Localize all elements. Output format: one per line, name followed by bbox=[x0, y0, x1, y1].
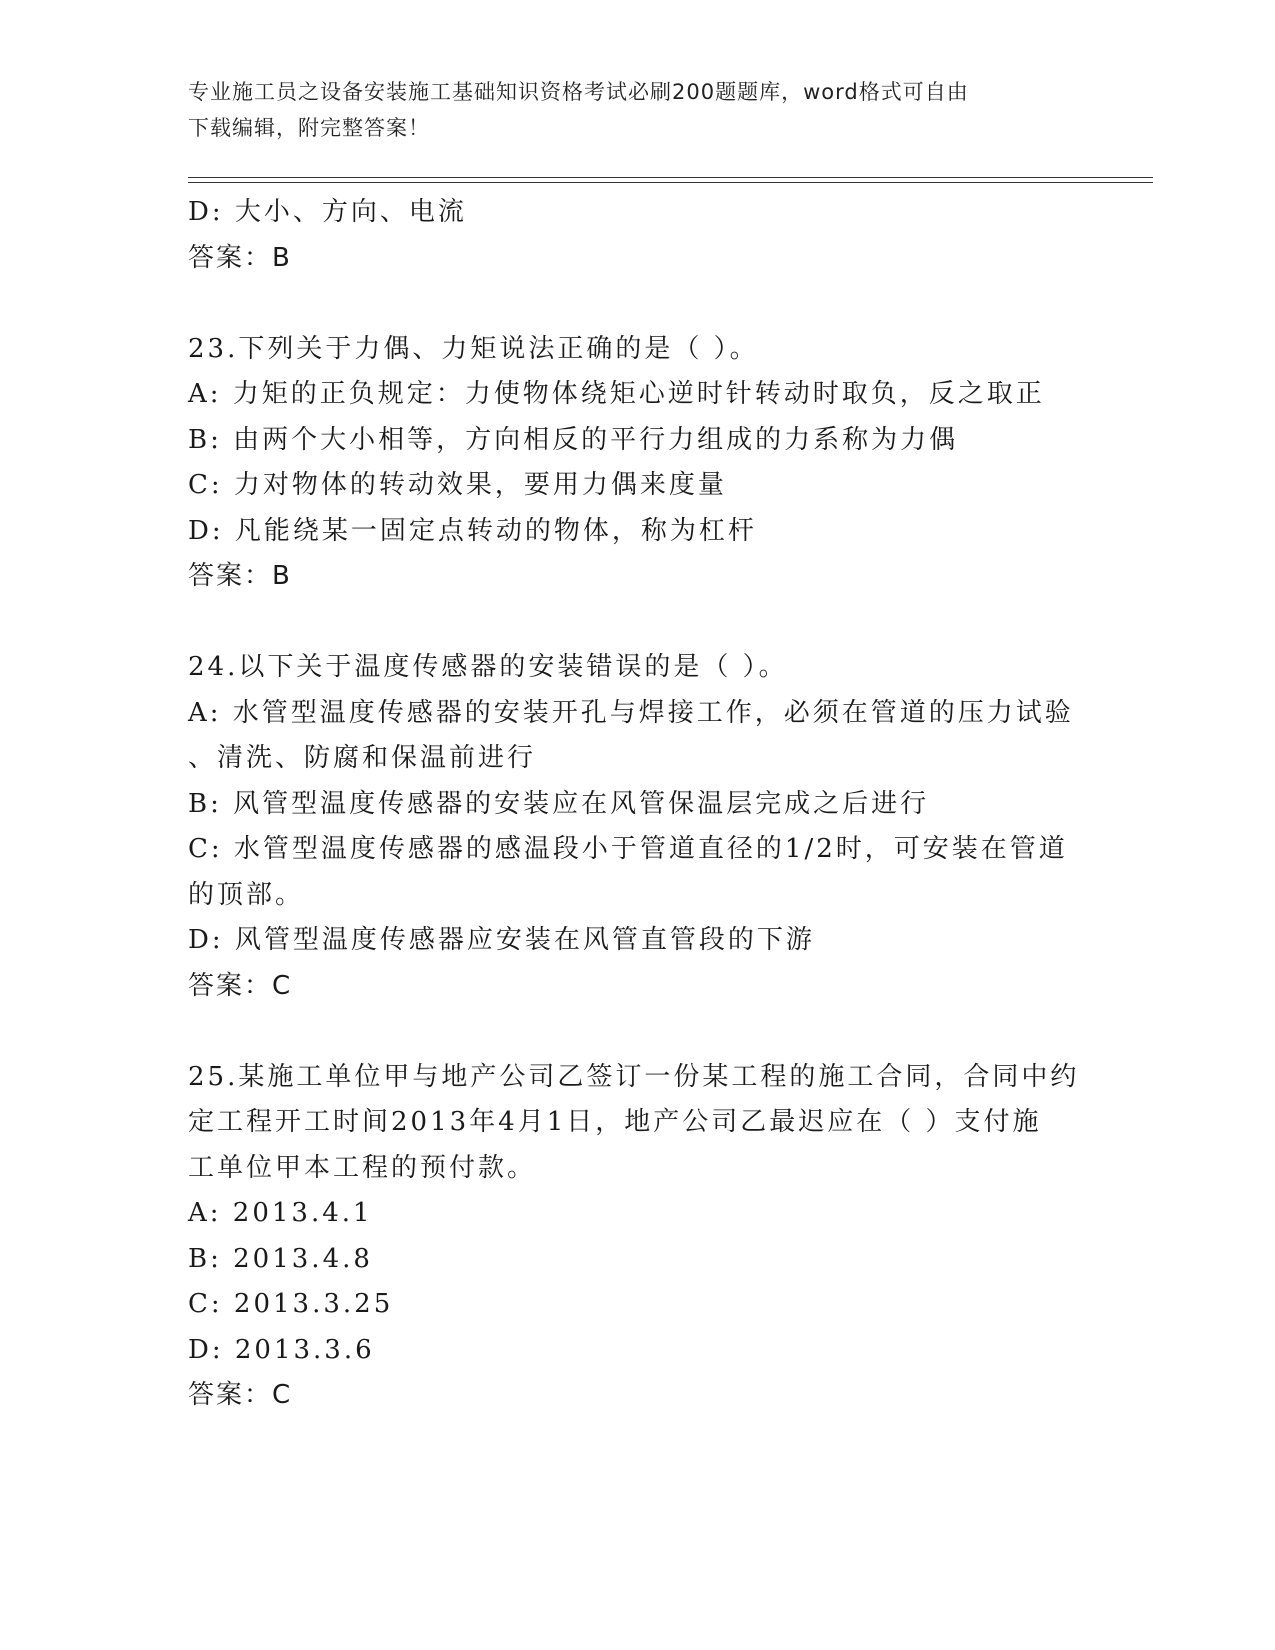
question-stem-continued: 定工程开工时间2013年4月1日，地产公司乙最迟应在（ ）支付施 bbox=[188, 1107, 1042, 1137]
question-25 bbox=[188, 1055, 1088, 1419]
page-header bbox=[188, 74, 1088, 146]
option-c-continued: 的顶部。 bbox=[188, 879, 305, 910]
question-23 bbox=[188, 327, 1088, 600]
answer-line: 答案：C bbox=[188, 1380, 293, 1410]
header-title-line-2: 下载编辑，附完整答案！ bbox=[188, 116, 430, 140]
question-stem: 23.下列关于力偶、力矩说法正确的是（ ）。 bbox=[188, 333, 759, 364]
question-24 bbox=[188, 645, 1088, 1009]
question-content bbox=[188, 190, 1088, 1419]
question-stem: 24.以下关于温度传感器的安装错误的是（ ）。 bbox=[188, 652, 788, 682]
answer-line: 答案：B bbox=[188, 242, 292, 273]
spacer bbox=[188, 281, 1088, 327]
option-d: D: 凡能绕某一固定点转动的物体，称为杠杆 bbox=[188, 515, 757, 546]
option-a: A: 2013.4.1 bbox=[188, 1198, 373, 1228]
answer-line: 答案：B bbox=[188, 561, 292, 591]
header-divider-top bbox=[188, 177, 1153, 178]
option-b: B: 风管型温度传感器的安装应在风管保温层完成之后进行 bbox=[188, 788, 930, 819]
previous-question-tail bbox=[188, 190, 1088, 281]
option-a: A: 水管型温度传感器的安装开孔与焊接工作，必须在管道的压力试验 bbox=[188, 697, 1074, 728]
answer-line: 答案：C bbox=[188, 970, 293, 1001]
option-c: C: 水管型温度传感器的感温段小于管道直径的1/2时，可安装在管道 bbox=[188, 834, 1068, 864]
option-c: C: 力对物体的转动效果，要用力偶来度量 bbox=[188, 470, 727, 500]
option-b: B: 由两个大小相等，方向相反的平行力组成的力系称为力偶 bbox=[188, 424, 959, 455]
option-c: C: 2013.3.25 bbox=[188, 1289, 394, 1319]
header-divider-bottom bbox=[188, 182, 1153, 183]
option-a: A: 力矩的正负规定：力使物体绕矩心逆时针转动时取负，反之取正 bbox=[188, 379, 1045, 409]
question-stem: 25.某施工单位甲与地产公司乙签订一份某工程的施工合同，合同中约 bbox=[188, 1061, 1080, 1092]
spacer bbox=[188, 1009, 1088, 1055]
option-d: D: 风管型温度传感器应安装在风管直管段的下游 bbox=[188, 925, 815, 955]
option-a-continued: 、清洗、防腐和保温前进行 bbox=[188, 743, 537, 773]
spacer bbox=[188, 600, 1088, 646]
option-d: D: 大小、方向、电流 bbox=[188, 197, 467, 227]
option-b: B: 2013.4.8 bbox=[188, 1243, 373, 1274]
header-title-line-1: 专业施工员之设备安装施工基础知识资格考试必刷200题题库，word格式可自由 bbox=[188, 80, 969, 104]
question-stem-continued: 工单位甲本工程的预付款。 bbox=[188, 1152, 537, 1183]
option-d: D: 2013.3.6 bbox=[188, 1334, 375, 1365]
